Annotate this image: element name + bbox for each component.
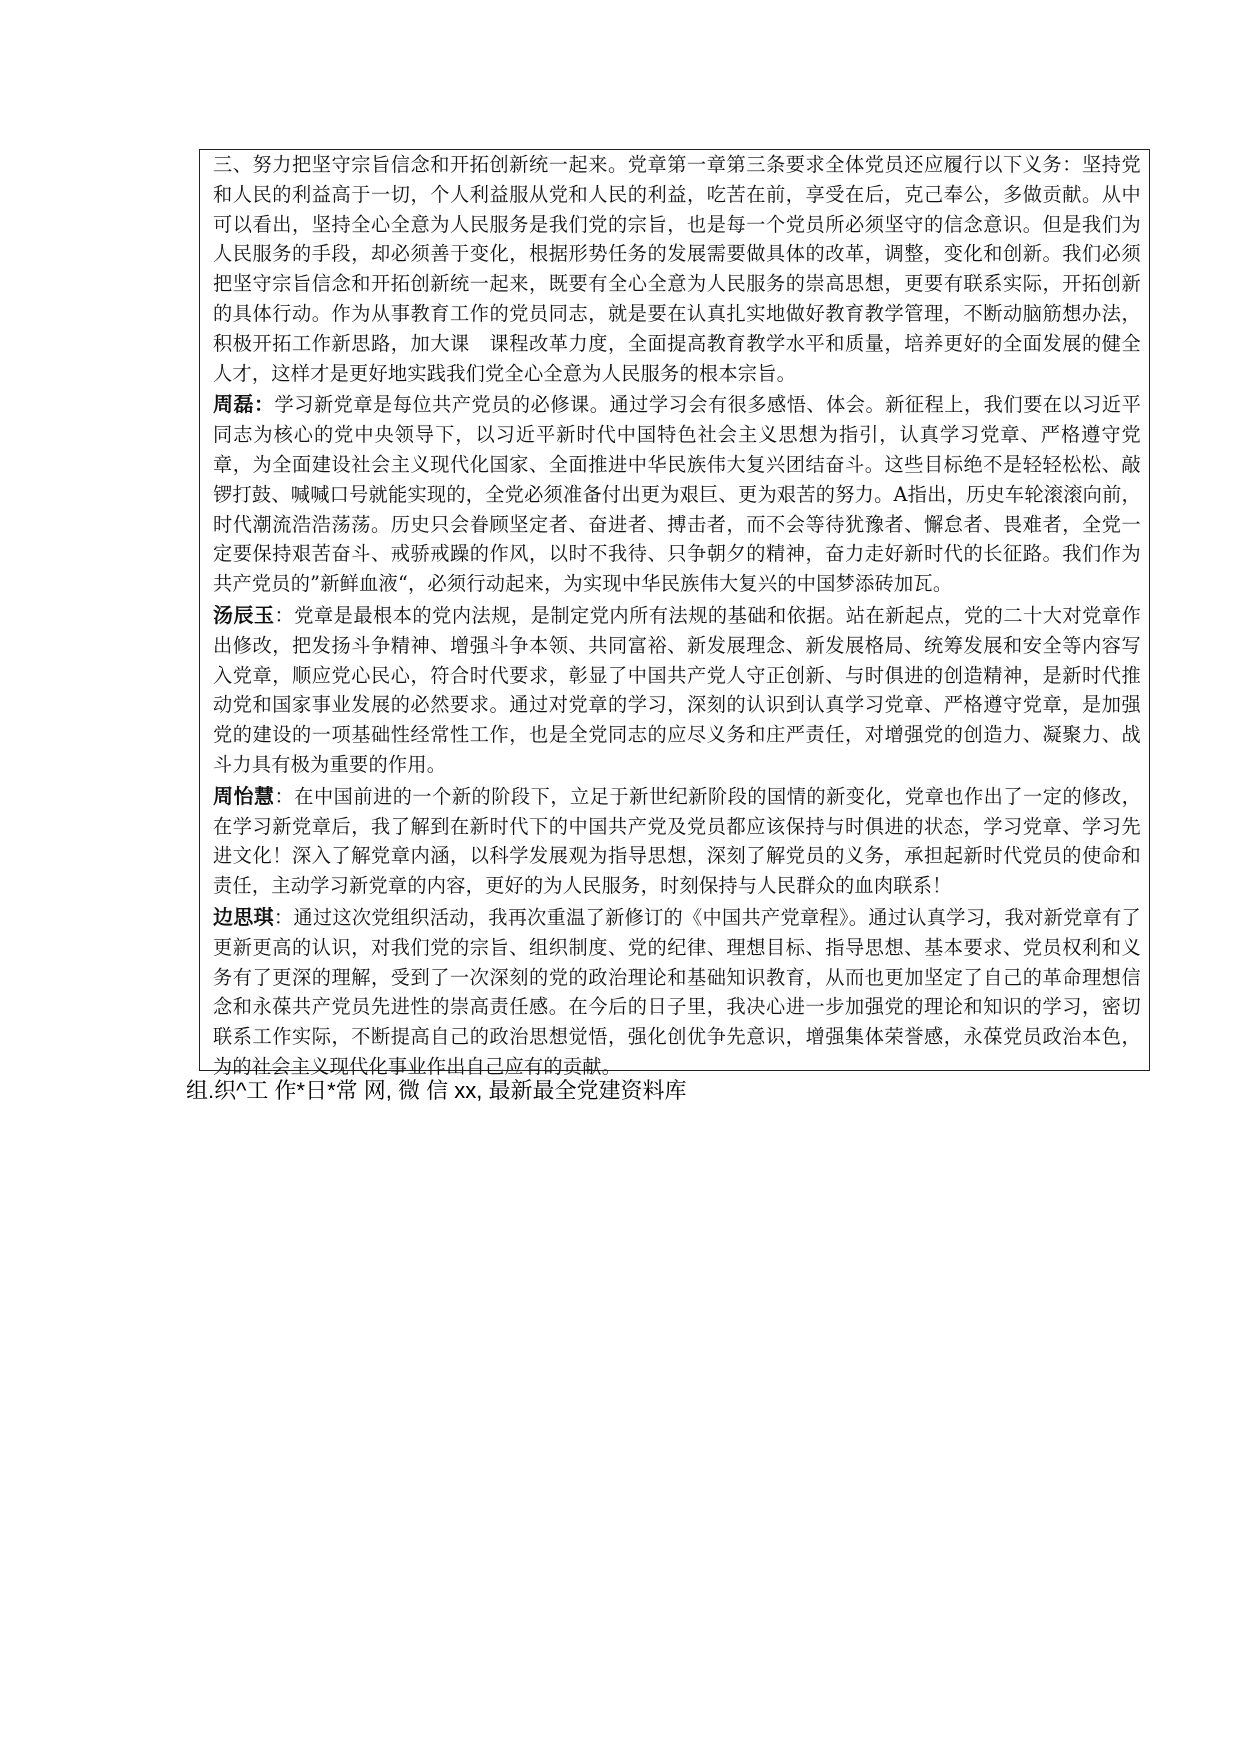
paragraph-zhou-yihui [213, 782, 1141, 901]
paragraph-text: 三、努力把坚守宗旨信念和开拓创新统一起来。党章第一章第三条要求全体党员还应履行以下义务：坚持党和人民的利益高于一切，个人利益服从党和人民的利益，吃苦在前，享受在后，克己奉公，多做贡献。从中可以看出，坚持全心全意为人民服务是我们党的宗旨，也是每一个党员所必须坚守的信念意识。但是我们为人民服务的手段，却必须善于变化，根据形势任务的发展需要做具体的改革，调整，变化和创新。我们必须把坚守宗旨信念和开拓创新统一起来，既要有全心全意为人民服务的崇高思想，更要有联系实际，开拓创新的具体行动。作为从事教育工作的党员同志，就是要在认真扎实地做好教育教学管理，不断动脑筋想办法，积极开拓工作新思路，加大课 课程改革力度，全面提高教育教学水平和质量，培养更好的全面发展的健全人才，这样才是更好地实践我们党全心全意为人民服务的根本宗旨。 [213, 153, 1141, 385]
paragraph-text: 学习新党章是每位共产党员的必修课。通过学习会有很多感悟、体会。新征程上，我们要在以习近平同志为核心的党中央领导下，以习近平新时代中国特色社会主义思想为指引，认真学习党章、严格遵守党章，为全面建设社会主义现代化国家、全面推进中华民族伟大复兴团结奋斗。这些目标绝不是轻轻松松、敲锣打鼓、喊喊口号就能实现的，全党必须准备付出更为艰巨、更为艰苦的努力。A指出，历史车轮滚滚向前，时代潮流浩浩荡荡。历史只会眷顾坚定者、奋进者、搏击者，而不会等待犹豫者、懈怠者、畏难者，全党一定要保持艰苦奋斗、戒骄戒躁的作风，以时不我待、只争朝夕的精神，奋力走好新时代的长征路。我们作为共产党员的”新鲜血液“，必须行动起来，为实现中华民族伟大复兴的中国梦添砖加瓦。 [213, 393, 1142, 596]
paragraph-bian-siqi [213, 903, 1141, 1082]
footer-watermark-text: 组.织^工 作*日*常 网, 微 信 xx, 最新最全党建资料库 [186, 1078, 687, 1103]
content-table-cell [199, 149, 1150, 1078]
speaker-name: 边思琪 [213, 904, 274, 929]
paragraph-tang-chenyu [213, 601, 1141, 780]
speaker-name: 周怡慧 [213, 783, 275, 808]
paragraph-text: ：通过这次党组织活动，我再次重温了新修订的《中国共产党章程》。通过认真学习，我对新党章有了更新更高的认识，对我们党的宗旨、组织制度、党的纪律、理想目标、指导思想、基本要求、党员权利和义务有了更深的理解，受到了一次深刻的党的政治理论和基础知识教育，从而也更加坚定了自己的革命理想信念和永葆共产党员先进性的崇高责任感。在今后的日子里，我决心进一步加强党的理论和知识的学习，密切联系工作实际，不断提高自己的政治思想觉悟，强化创优争先意识，增强集体荣誉感，永葆党员政治本色，为的社会主义现代化事业作出自己应有的贡献。 [213, 905, 1141, 1078]
paragraph-text: ：在中国前进的一个新的阶段下，立足于新世纪新阶段的国情的新变化，党章也作出了一定的修改，在学习新党章后，我了解到在新时代下的中国共产党及党员都应该保持与时俱进的状态，学习党章、学习先进文化！深入了解党章内涵，以科学发展观为指导思想，深刻了解党员的义务，承担起新时代党员的使命和责任，主动学习新党章的内容，更好的为人民服务，时刻保持与人民群众的血肉联系！ [213, 784, 1142, 898]
speaker-name: 周磊： [213, 392, 275, 417]
speaker-name: 汤辰玉 [213, 602, 275, 627]
paragraph-section-three [213, 150, 1141, 388]
paragraph-zhou-lei [213, 390, 1141, 599]
paragraph-text: ：党章是最根本的党内法规，是制定党内所有法规的基础和依据。站在新起点，党的二十大对党章作出修改，把发扬斗争精神、增强斗争本领、共同富裕、新发展理念、新发展格局、统筹发展和安全等内容写入党章，顺应党心民心，符合时代要求，彰显了中国共产党人守正创新、与时俱进的创造精神，是新时代推动党和国家事业发展的必然要求。通过对党章的学习，深刻的认识到认真学习党章、严格遵守党章，是加强党的建设的一项基础性经常性工作，也是全党同志的应尽义务和庄严责任，对增强党的创造力、凝聚力、战斗力具有极为重要的作用。 [213, 603, 1142, 776]
